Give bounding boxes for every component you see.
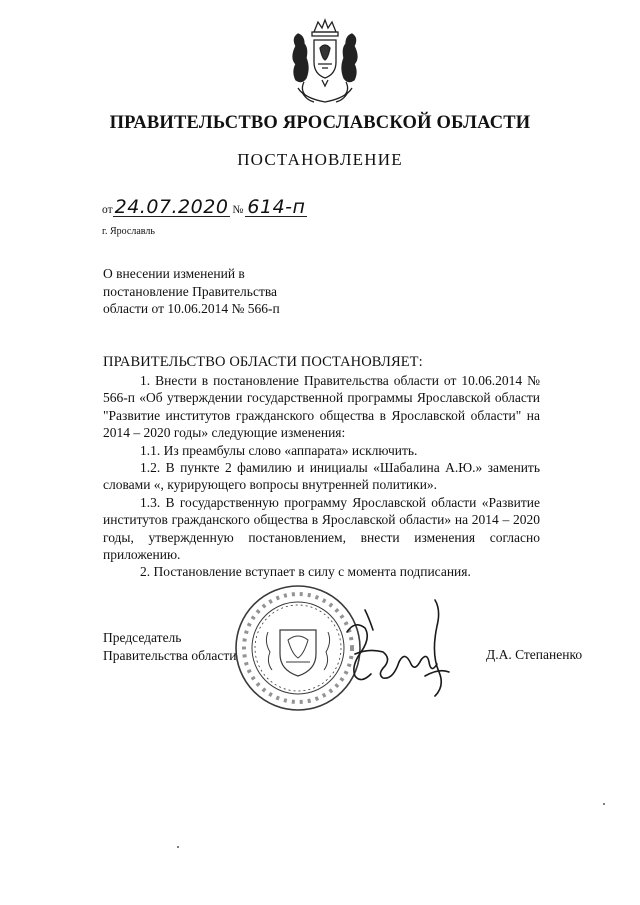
document-number: 614-п (247, 196, 306, 218)
signatory-title-line: Председатель (103, 630, 182, 645)
signatory-name: Д.А. Степаненко (486, 647, 583, 662)
subject-line: постановление Правительства (103, 283, 278, 299)
paragraph: 1.3. В государственную программу Ярославской области «Развитие институтов гражданского общества в Ярославской области» на 2014 – 2020 годы, утвержденную постановлением, внести изменения согласно приложению. (103, 494, 540, 563)
signatory-title (103, 629, 236, 664)
scan-speck (177, 846, 179, 848)
date-prefix: от (102, 204, 113, 216)
document-type: ПОСТАНОВЛЕНИЕ (237, 150, 403, 169)
signatory-title-line: Правительства области (103, 647, 237, 663)
number-prefix: № (232, 204, 244, 216)
paragraph: 1.1. Из преамбулы слово «аппарата» исключить. (140, 442, 418, 458)
paragraph: 1.2. В пункте 2 фамилию и инициалы «Шабалина А.Ю.» заменить словами «, курирующего вопросы внутренней политики». (103, 460, 540, 493)
paragraph: 1. Внести в постановление Правительства области от 10.06.2014 № 566-п «Об утверждении государственной программы Ярославской области "Развитие институтов гражданского общества в Ярославской области" на 2014 – 2020 годы» следующие изменения: (103, 373, 540, 441)
decree-body (103, 372, 540, 581)
subject-line: О внесении изменений в (103, 266, 245, 281)
scan-speck (603, 803, 605, 805)
document-subject (103, 265, 333, 318)
document-date: 24.07.2020 (114, 196, 229, 218)
decree-heading: ПРАВИТЕЛЬСТВО ОБЛАСТИ ПОСТАНОВЛЯЕТ: (103, 354, 423, 370)
date-number-line (102, 198, 307, 217)
organization-title: ПРАВИТЕЛЬСТВО ЯРОСЛАВСКОЙ ОБЛАСТИ (109, 113, 531, 133)
city-label: г. Ярославль (102, 226, 155, 237)
coat-of-arms-icon (284, 18, 366, 110)
subject-line: области от 10.06.2014 № 566-п (103, 301, 280, 316)
paragraph: 2. Постановление вступает в силу с момента подписания. (140, 564, 471, 580)
signature-icon (325, 592, 460, 704)
